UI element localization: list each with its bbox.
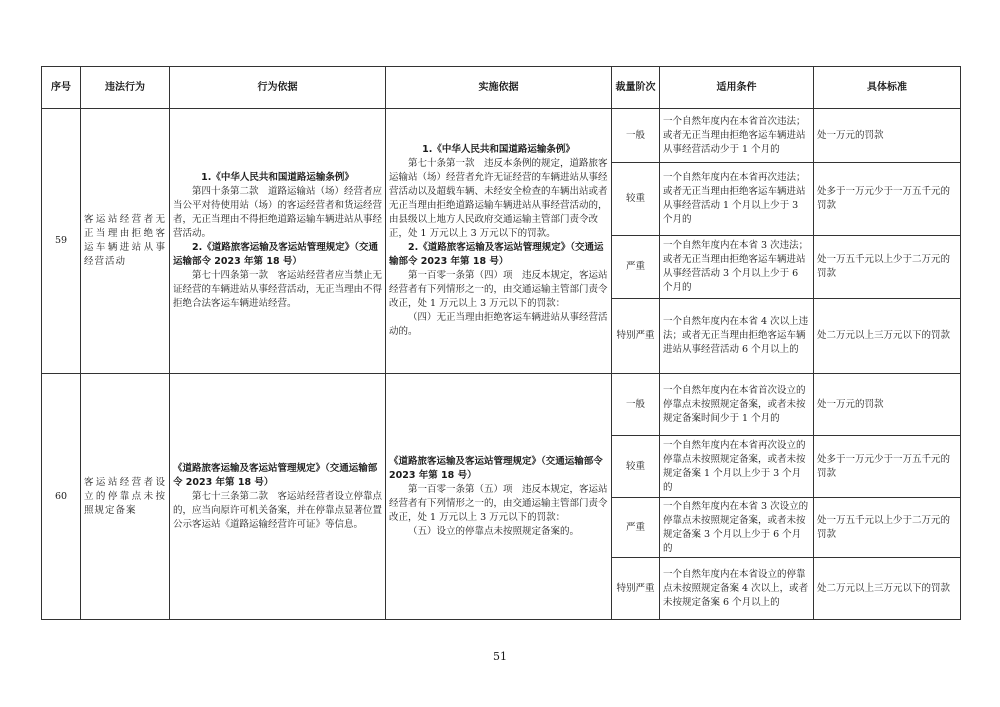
standard-cell: 处一万五千元以上少于二万元的罚款: [814, 498, 961, 558]
condition-cell: 一个自然年度内在本省 3 次设立的停靠点未按照规定备案，或者未按规定备案 3 个月以上少于 6 个月的: [660, 498, 814, 558]
seq-cell: 59: [42, 109, 81, 374]
basis-title-2: 2.《道路旅客运输及客运站管理规定》（交通运输部令 2023 年第 18 号）: [173, 242, 378, 267]
level-cell: 一般: [612, 374, 660, 436]
condition-cell: 一个自然年度内在本省 3 次违法；或者无正当理由拒绝客运车辆进站从事经营活动 3 个月以上少于 6 个月的: [660, 236, 814, 299]
level-cell: 特别严重: [612, 299, 660, 374]
basis-paragraph-2: 第七十四条第一款 客运站经营者应当禁止无证经营的车辆进站从事经营活动，无正当理由不得拒绝合法客运车辆进站经营。: [173, 270, 383, 309]
header-behavior-basis: 行为依据: [170, 67, 386, 109]
impl-paragraph-2: 第一百零一条第（四）项 违反本规定，客运站经营者有下列情形之一的，由交通运输主管部门责令改正，处 1 万元以上 3 万元以下的罚款：: [389, 270, 608, 309]
penalty-table: [41, 66, 961, 620]
condition-cell: 一个自然年度内在本省首次违法；或者无正当理由拒绝客运车辆进站从事经营活动少于 1 个月的: [660, 109, 814, 163]
level-cell: 较重: [612, 436, 660, 498]
table-row: [42, 109, 961, 163]
standard-cell: 处一万五千元以上少于二万元的罚款: [814, 236, 961, 299]
impl-title-2: 2.《道路旅客运输及客运站管理规定》（交通运输部令 2023 年第 18 号）: [389, 242, 604, 267]
header-implementation-basis: 实施依据: [386, 67, 612, 109]
standard-cell: 处多于一万元少于一万五千元的罚款: [814, 163, 961, 236]
impl-title-1: 《道路旅客运输及客运站管理规定》（交通运输部令 2023 年第 18 号）: [389, 455, 603, 481]
standard-cell: 处多于一万元少于一万五千元的罚款: [814, 436, 961, 498]
condition-cell: 一个自然年度内在本省再次违法；或者无正当理由拒绝客运车辆进站从事经营活动 1 个月以上少于 3 个月的: [660, 163, 814, 236]
page-number: 51: [493, 650, 507, 663]
behavior-basis-cell: [170, 109, 386, 374]
header-applicable-conditions: 适用条件: [660, 67, 814, 109]
violation-cell: 客运站经营者无正当理由拒绝客运车辆进站从事经营活动: [81, 109, 170, 374]
level-cell: 严重: [612, 498, 660, 558]
condition-cell: 一个自然年度内在本省首次设立的停靠点未按照规定备案，或者未按规定备案时间少于 1 个月的: [660, 374, 814, 436]
standard-cell: 处二万元以上三万元以下的罚款: [814, 558, 961, 620]
impl-paragraph-2: （五）设立的停靠点未按照规定备案的。: [408, 525, 580, 537]
standard-cell: 处二万元以上三万元以下的罚款: [814, 299, 961, 374]
violation-cell: 客运站经营者设立的停靠点未按照规定备案: [81, 374, 170, 620]
impl-title-1: 1.《中华人民共和国道路运输条例》: [422, 144, 575, 155]
behavior-basis-cell: [170, 374, 386, 620]
seq-cell: 60: [42, 374, 81, 620]
level-cell: 一般: [612, 109, 660, 163]
table-row: [42, 374, 961, 436]
standard-cell: 处一万元的罚款: [814, 374, 961, 436]
condition-cell: 一个自然年度内在本省 4 次以上违法；或者无正当理由拒绝客运车辆进站从事经营活动 6 个月以上的: [660, 299, 814, 374]
header-specific-standard: 具体标准: [814, 67, 961, 109]
standard-cell: 处一万元的罚款: [814, 109, 961, 163]
impl-paragraph-3: （四）无正当理由拒绝客运车辆进站从事经营活动的。: [389, 312, 608, 337]
header-discretion-level: 裁量阶次: [612, 67, 660, 109]
basis-paragraph-1: 第四十条第二款 道路运输站（场）经营者应当公平对待使用站（场）的客运经营者和货运经营者，无正当理由不得拒绝道路运输车辆进站从事经营活动。: [173, 186, 383, 239]
condition-cell: 一个自然年度内在本省再次设立的停靠点未按照规定备案，或者未按规定备案 1 个月以上少于 3 个月的: [660, 436, 814, 498]
level-cell: 严重: [612, 236, 660, 299]
basis-title-1: 《道路旅客运输及客运站管理规定》（交通运输部令 2023 年第 18 号）: [173, 462, 378, 488]
basis-paragraph-1: 第七十三条第二款 客运站经营者设立停靠点的，应当向原许可机关备案，并在停靠点显著位置公示客运站《道路运输经营许可证》等信息。: [173, 490, 383, 530]
impl-paragraph-1: 第一百零一条第（五）项 违反本规定，客运站经营者有下列情形之一的，由交通运输主管部门责令改正，处 1 万元以上 3 万元以下的罚款：: [389, 483, 608, 523]
basis-title-1: 1.《中华人民共和国道路运输条例》: [201, 172, 354, 183]
implementation-basis-cell: [386, 374, 612, 620]
header-seq: 序号: [42, 67, 81, 109]
header-row: [42, 67, 961, 109]
header-violation: 违法行为: [81, 67, 170, 109]
condition-cell: 一个自然年度内在本省设立的停靠点未按照规定备案 4 次以上，或者未按规定备案 6 个月以上的: [660, 558, 814, 620]
level-cell: 较重: [612, 163, 660, 236]
level-cell: 特别严重: [612, 558, 660, 620]
impl-paragraph-1: 第七十条第一款 违反本条例的规定，道路旅客运输站（场）经营者允许无证经营的车辆进站从事经营活动以及超载车辆、未经安全检查的车辆出站或者无正当理由拒绝道路运输车辆进站从事经营活动的，由县级以上地方人民政府交通运输主管部门责令改正，处 1 万元以上 3 万元以下的罚款。: [389, 158, 608, 239]
implementation-basis-cell: [386, 109, 612, 374]
